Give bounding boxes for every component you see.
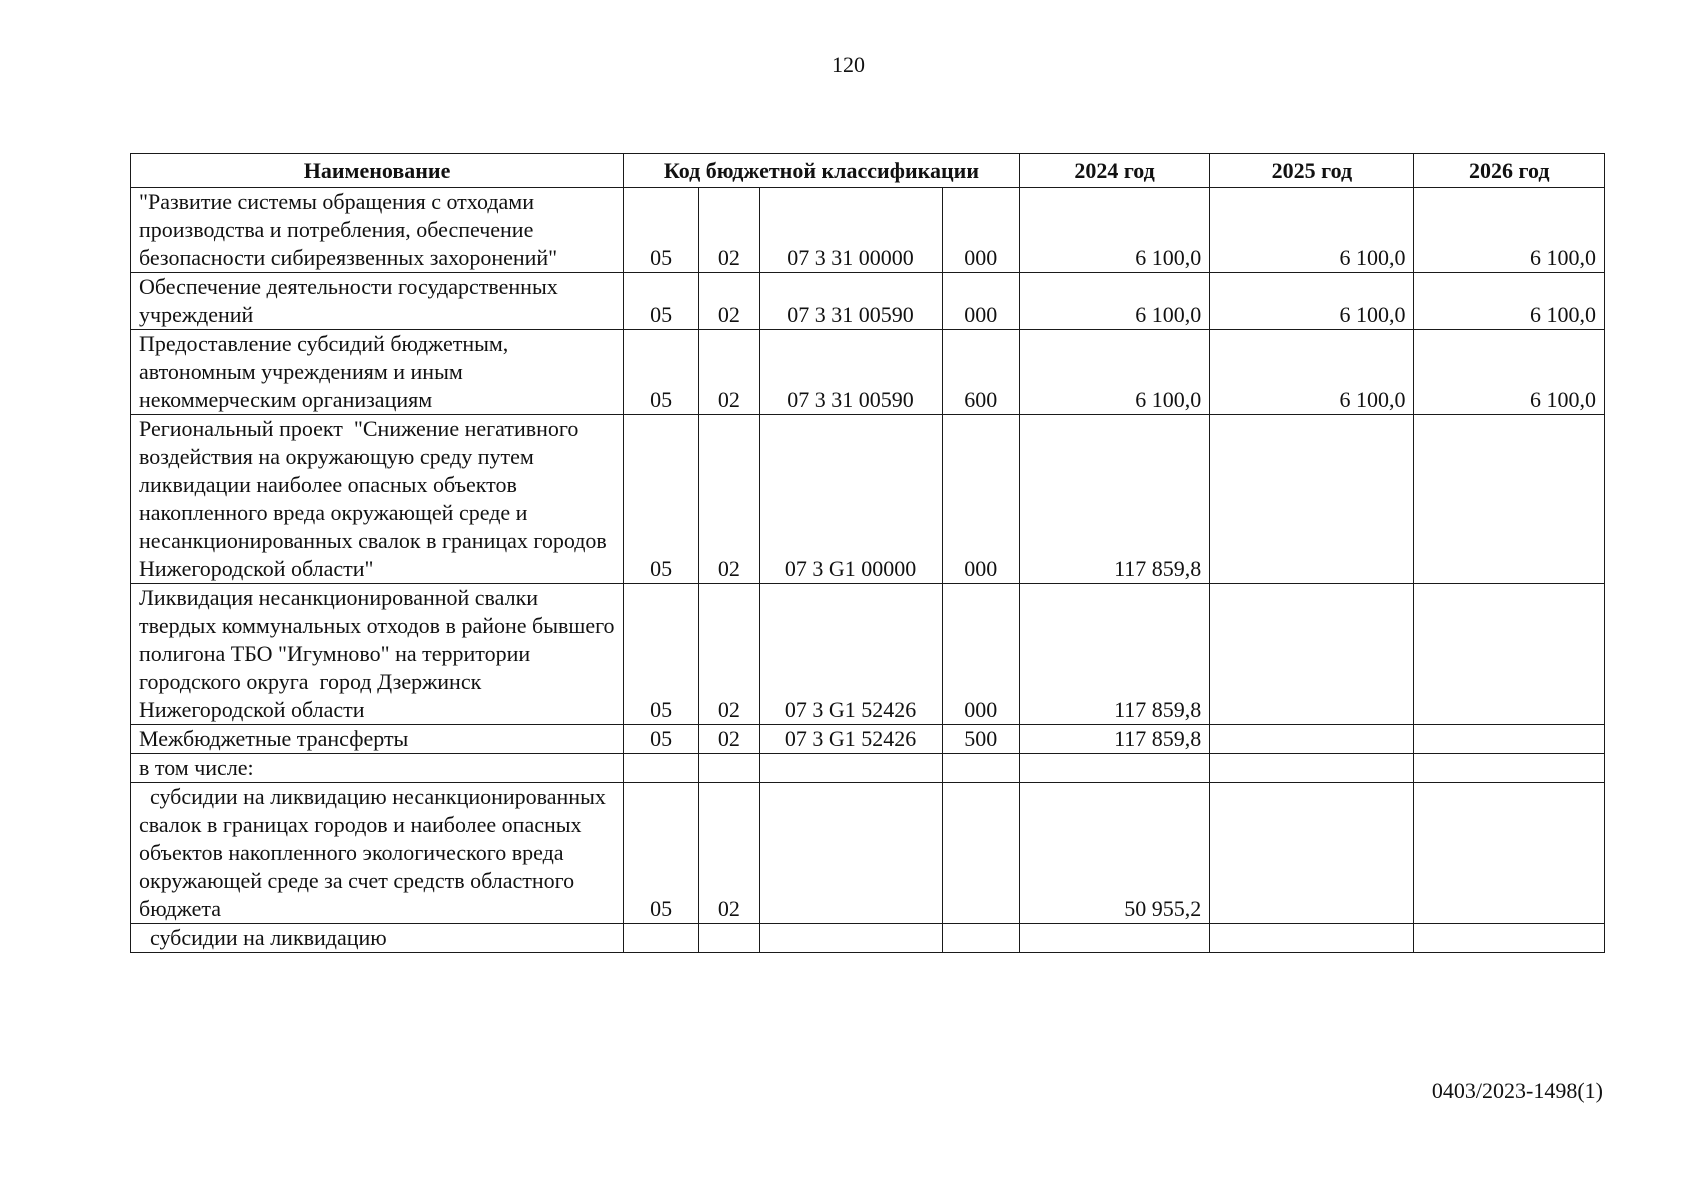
cell-name: в том числе: (131, 754, 624, 783)
cell-section: 05 (624, 725, 699, 754)
cell-2026: 6 100,0 (1414, 330, 1605, 415)
cell-target-article: 07 3 31 00000 (759, 188, 942, 273)
header-row (131, 154, 1605, 188)
cell-name: "Развитие системы обращения с отходами производства и потребления, обеспечение безопасности сибиреязвенных захоронений" (131, 188, 624, 273)
table-row (131, 725, 1605, 754)
cell-expense-type: 500 (942, 725, 1019, 754)
cell-2025: 6 100,0 (1210, 188, 1414, 273)
budget-table (130, 153, 1605, 953)
cell-2026 (1414, 415, 1605, 584)
cell-section (624, 924, 699, 953)
cell-2026 (1414, 584, 1605, 725)
table-row (131, 330, 1605, 415)
header-name: Наименование (131, 154, 624, 188)
cell-section: 05 (624, 415, 699, 584)
cell-target-article: 07 3 G1 52426 (759, 725, 942, 754)
cell-2024: 6 100,0 (1019, 188, 1209, 273)
cell-expense-type: 000 (942, 188, 1019, 273)
cell-section: 05 (624, 273, 699, 330)
table-row (131, 188, 1605, 273)
cell-2025: 6 100,0 (1210, 330, 1414, 415)
cell-target-article: 07 3 31 00590 (759, 273, 942, 330)
cell-target-article: 07 3 G1 52426 (759, 584, 942, 725)
cell-name: субсидии на ликвидацию (131, 924, 624, 953)
cell-expense-type: 000 (942, 273, 1019, 330)
page-number: 120 (832, 52, 865, 77)
cell-subsection: 02 (699, 273, 759, 330)
cell-section: 05 (624, 783, 699, 924)
cell-expense-type (942, 783, 1019, 924)
cell-2025 (1210, 783, 1414, 924)
cell-2025 (1210, 584, 1414, 725)
header-2024: 2024 год (1019, 154, 1209, 188)
cell-name: Региональный проект "Снижение негативного воздействия на окружающую среду путем ликвидации наиболее опасных объектов накопленного вреда окружающей среде и несанкционированных свалок в границах городов Нижегородской области" (131, 415, 624, 584)
cell-expense-type: 000 (942, 584, 1019, 725)
cell-2025 (1210, 725, 1414, 754)
cell-2026 (1414, 754, 1605, 783)
cell-2024: 6 100,0 (1019, 330, 1209, 415)
cell-2024 (1019, 754, 1209, 783)
cell-2026: 6 100,0 (1414, 273, 1605, 330)
cell-target-article: 07 3 31 00590 (759, 330, 942, 415)
cell-2024: 50 955,2 (1019, 783, 1209, 924)
cell-2024: 117 859,8 (1019, 584, 1209, 725)
cell-2024: 6 100,0 (1019, 273, 1209, 330)
cell-2025: 6 100,0 (1210, 273, 1414, 330)
cell-2026: 6 100,0 (1414, 188, 1605, 273)
cell-expense-type: 600 (942, 330, 1019, 415)
cell-subsection: 02 (699, 330, 759, 415)
cell-2025 (1210, 754, 1414, 783)
cell-target-article (759, 754, 942, 783)
cell-subsection: 02 (699, 783, 759, 924)
cell-2024: 117 859,8 (1019, 725, 1209, 754)
table-row (131, 273, 1605, 330)
cell-section: 05 (624, 584, 699, 725)
document-id: 0403/2023-1498(1) (1431, 1078, 1603, 1103)
header-2026: 2026 год (1414, 154, 1605, 188)
cell-target-article: 07 3 G1 00000 (759, 415, 942, 584)
cell-subsection (699, 924, 759, 953)
table-body (131, 188, 1605, 953)
cell-name: Межбюджетные трансферты (131, 725, 624, 754)
header-code: Код бюджетной классификации (624, 154, 1020, 188)
cell-target-article (759, 783, 942, 924)
cell-name: Предоставление субсидий бюджетным, автономным учреждениям и иным некоммерческим организациям (131, 330, 624, 415)
cell-2025 (1210, 415, 1414, 584)
cell-section: 05 (624, 330, 699, 415)
table-row (131, 584, 1605, 725)
cell-2024: 117 859,8 (1019, 415, 1209, 584)
cell-name: Обеспечение деятельности государственных учреждений (131, 273, 624, 330)
table-row (131, 754, 1605, 783)
table-row (131, 783, 1605, 924)
cell-expense-type (942, 754, 1019, 783)
cell-subsection: 02 (699, 725, 759, 754)
cell-section: 05 (624, 188, 699, 273)
table-row (131, 924, 1605, 953)
cell-section (624, 754, 699, 783)
cell-target-article (759, 924, 942, 953)
cell-2026 (1414, 725, 1605, 754)
cell-subsection: 02 (699, 415, 759, 584)
cell-name: Ликвидация несанкционированной свалки твердых коммунальных отходов в районе бывшего полигона ТБО "Игумново" на территории городского округа город Дзержинск Нижегородской области (131, 584, 624, 725)
table-row (131, 415, 1605, 584)
cell-subsection: 02 (699, 584, 759, 725)
cell-2026 (1414, 924, 1605, 953)
cell-expense-type (942, 924, 1019, 953)
cell-subsection (699, 754, 759, 783)
cell-2025 (1210, 924, 1414, 953)
cell-name: субсидии на ликвидацию несанкционированных свалок в границах городов и наиболее опасных объектов накопленного экологического вреда окружающей среде за счет средств областного бюджета (131, 783, 624, 924)
cell-subsection: 02 (699, 188, 759, 273)
cell-2024 (1019, 924, 1209, 953)
cell-2026 (1414, 783, 1605, 924)
header-2025: 2025 год (1210, 154, 1414, 188)
cell-expense-type: 000 (942, 415, 1019, 584)
